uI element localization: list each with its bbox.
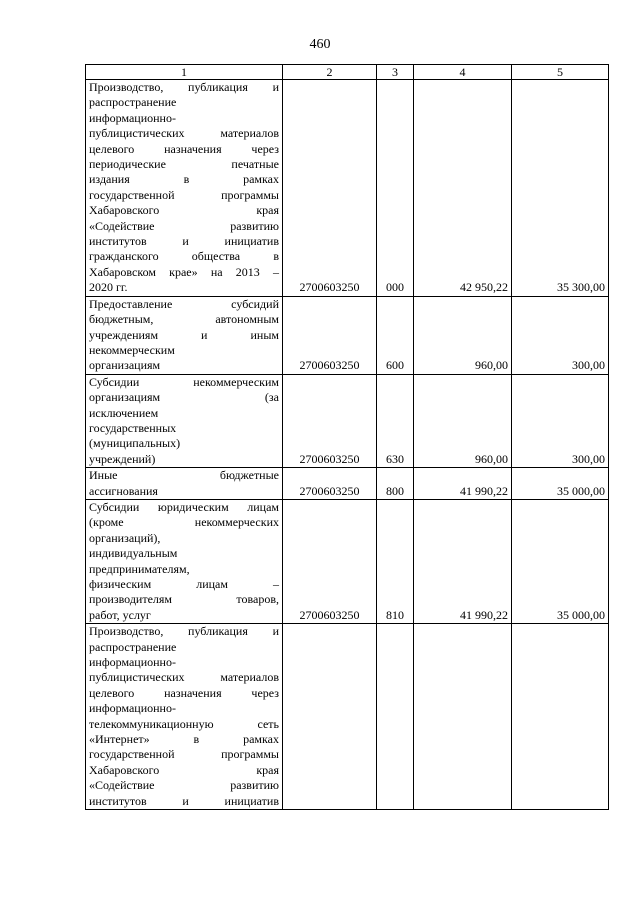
amount-col4: 960,00 [414,296,512,374]
target-code: 2700603250 [283,468,377,500]
expense-type [377,624,414,810]
expense-type: 600 [377,296,414,374]
description-line: распространение [89,95,177,110]
description-line: телекоммуникационную сеть [89,716,279,731]
description-line: Предоставление субсидий [89,296,279,311]
description-line: производителям товаров, [89,592,279,607]
description-line: целевого назначения через [89,141,279,156]
description-line: работ, услуг [89,607,151,622]
budget-table [85,64,609,810]
table-header-row [86,65,609,80]
description-line: бюджетным, автономным [89,312,279,327]
column-header: 1 [86,65,283,80]
description-line: предпринимателям, [89,561,190,576]
description-line: государственной программы [89,187,279,202]
description-line: (кроме некоммерческих [89,515,279,530]
description-line: Хабаровского края [89,203,279,218]
description-line: гражданского общества в [89,249,279,264]
description-line: целевого назначения через [89,685,279,700]
description-line: Субсидии некоммерческим [89,374,279,389]
amount-col5: 35 000,00 [512,468,609,500]
expense-type: 800 [377,468,414,500]
description-line: Иные бюджетные [89,468,279,483]
amount-col5: 35 300,00 [512,80,609,297]
description-line: «Содействие развитию [89,778,279,793]
description-line: государственной программы [89,747,279,762]
target-code [283,624,377,810]
description-line: информационно- [89,701,176,716]
description-line: (муниципальных) [89,436,181,451]
table-row [86,499,609,623]
description-line: ассигнования [89,483,158,498]
description-line: некоммерческим [89,342,175,357]
description-line: физическим лицам – [89,577,279,591]
table-row [86,296,609,374]
description-line: организациям [89,358,161,373]
amount-col5: 300,00 [512,296,609,374]
table-row [86,374,609,467]
amount-col4: 42 950,22 [414,80,512,297]
amount-col4: 41 990,22 [414,468,512,500]
amount-col4: 41 990,22 [414,499,512,623]
expense-type: 810 [377,499,414,623]
page-number: 460 [309,37,331,52]
table-row [86,468,609,500]
target-code: 2700603250 [283,296,377,374]
description-line: Производство, публикация и [89,80,279,94]
row-description [86,468,283,500]
column-header: 3 [377,65,414,80]
description-line: информационно- [89,655,176,670]
description-line: «Интернет» в рамках [89,732,279,747]
description-line: информационно- [89,110,176,125]
description-line: Хабаровском крае» на 2013 – [89,264,279,279]
description-line: 2020 гг. [89,280,128,295]
description-line: учреждениям и иным [89,327,279,342]
amount-col5: 300,00 [512,374,609,467]
target-code: 2700603250 [283,374,377,467]
description-line: учреждений) [89,451,156,466]
description-line: «Содействие развитию [89,218,279,233]
description-line: издания в рамках [89,172,279,187]
description-line: публицистических материалов [89,670,279,685]
table-row [86,80,609,297]
description-line: индивидуальным [89,546,178,561]
row-description [86,80,283,297]
row-description [86,499,283,623]
column-header: 2 [283,65,377,80]
description-line: периодические печатные [89,157,279,172]
target-code: 2700603250 [283,499,377,623]
column-header: 5 [512,65,609,80]
expense-type: 000 [377,80,414,297]
description-line: Хабаровского края [89,762,279,777]
description-line: Субсидии юридическим лицам [89,499,279,514]
description-line: организациям (за [89,390,279,405]
description-line: институтов и инициатив [89,234,279,249]
row-description [86,296,283,374]
amount-col4 [414,624,512,810]
description-line: распространение [89,639,177,654]
description-line: публицистических материалов [89,126,279,141]
expense-type: 630 [377,374,414,467]
description-line: исключением [89,405,159,420]
amount-col4: 960,00 [414,374,512,467]
amount-col5: 35 000,00 [512,499,609,623]
table-row [86,624,609,810]
amount-col5 [512,624,609,810]
row-description [86,374,283,467]
target-code: 2700603250 [283,80,377,297]
description-line: институтов и инициатив [89,793,279,808]
description-line: организаций), [89,530,161,545]
description-line: государственных [89,420,177,435]
column-header: 4 [414,65,512,80]
row-description [86,624,283,810]
description-line: Производство, публикация и [89,624,279,639]
